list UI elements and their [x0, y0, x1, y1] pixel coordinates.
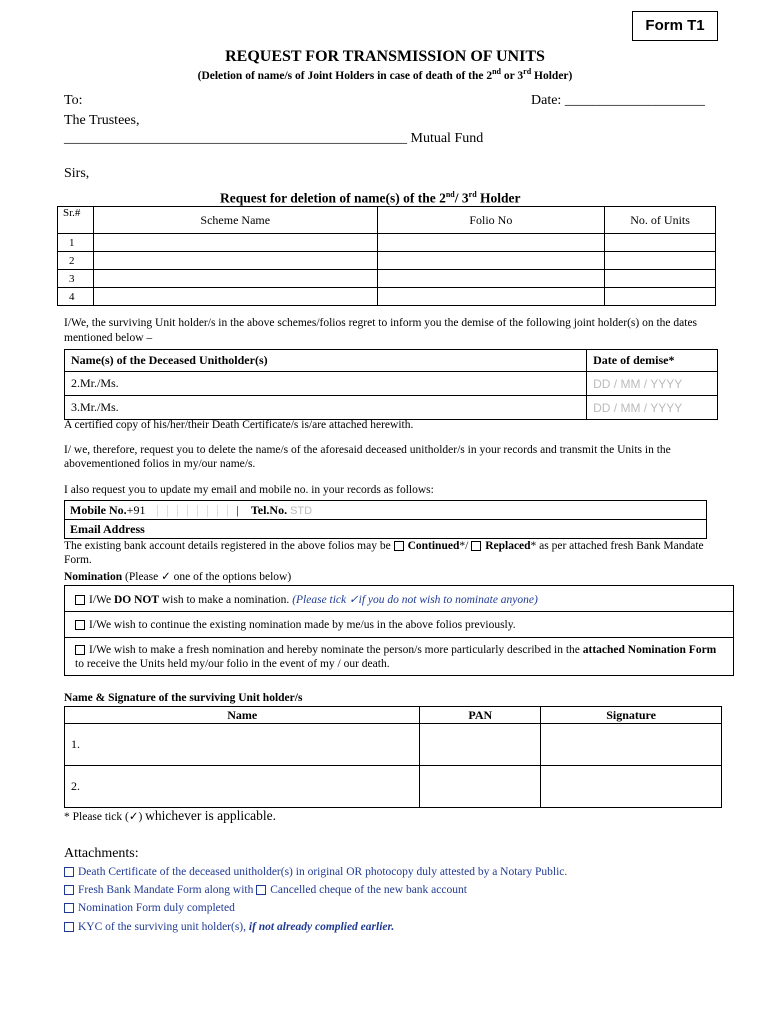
nomination-option-2-cell[interactable] [65, 612, 734, 638]
signature-table-header [65, 707, 722, 724]
header-scheme-name: Scheme Name [93, 207, 377, 234]
subtitle-text-3: Holder) [531, 69, 573, 82]
table-row [65, 766, 722, 808]
email-label: Email Address [70, 521, 145, 536]
signature-section-title: Name & Signature of the surviving Unit holder/s [64, 692, 303, 704]
replaced-label: Replaced [485, 540, 531, 552]
deceased-table [64, 349, 718, 420]
attachment-1-checkbox[interactable] [64, 867, 74, 877]
row-number: 4 [58, 288, 94, 306]
footnote [64, 808, 276, 824]
attachment-3-text: Nomination Form duly completed [78, 902, 235, 914]
scheme-table [57, 206, 716, 306]
folio-no-cell[interactable] [377, 234, 605, 252]
to-label: To: [64, 93, 83, 108]
section-title-text-1: Request for deletion of name(s) of the 2 [220, 190, 446, 206]
bank-text-pre: The existing bank account details registered in the above folios may be [64, 540, 394, 552]
contact-phone-cell [65, 501, 707, 520]
table-row [65, 724, 722, 766]
row-number: 2 [58, 252, 94, 270]
attachment-2-text: Fresh Bank Mandate Form along with [78, 884, 257, 896]
form-id-badge: Form T1 [632, 11, 718, 41]
opt3-pre: I/We wish to make a fresh nomination and hereby nominate the person/s more particularly described in the [89, 643, 583, 656]
tel-std-input[interactable]: STD [290, 504, 313, 517]
nomination-hint: (Please ✓ one of the options below) [125, 571, 292, 583]
holder-pan-cell[interactable] [420, 766, 541, 808]
cancelled-cheque-checkbox[interactable] [256, 885, 266, 895]
attachment-3-checkbox[interactable] [64, 903, 74, 913]
bank-text-post: * as per attached fresh Bank Mandate Form. [64, 540, 704, 566]
attachment-1-text: Death Certificate of the deceased unitholder(s) in original OR photocopy duly attested by a Notary Public. [78, 866, 568, 878]
contact-table [64, 500, 707, 539]
holder-signature-cell[interactable] [541, 724, 722, 766]
header-sr: Sr.# [58, 207, 94, 234]
opt1-italic: (Please tick ✓if you do not wish to nominate anyone) [292, 593, 538, 606]
attachment-2b-text: Cancelled cheque of the new bank account [270, 884, 467, 896]
opt1-post: wish to make a nomination. [158, 593, 293, 606]
nomination-2-checkbox[interactable] [75, 620, 85, 630]
scheme-name-cell[interactable] [93, 252, 377, 270]
subtitle-text-1: (Deletion of name/s of Joint Holders in case of death of the 2 [197, 69, 493, 82]
table-row [58, 252, 716, 270]
header-name: Name [65, 707, 420, 724]
subtitle-sup-2: rd [523, 67, 532, 76]
nomination-option-3[interactable] [65, 638, 734, 676]
certificate-text: A certified copy of his/her/their Death Certificate/s is/are attached herewith. [64, 419, 414, 431]
attachment-4-text: KYC of the surviving unit holder(s), [78, 921, 249, 933]
nomination-options-table [64, 585, 734, 676]
attachment-4-italic: if not already complied earlier. [248, 921, 395, 933]
contact-row-email [65, 520, 707, 539]
attachment-item-2 [64, 884, 467, 896]
header-date-of-demise: Date of demise* [587, 350, 718, 372]
attachment-item-1 [64, 866, 567, 878]
holder-pan-cell[interactable] [420, 724, 541, 766]
section-title-sup-2: rd [468, 190, 477, 199]
trustees-label: The Trustees, [64, 113, 140, 128]
header-no-of-units: No. of Units [605, 207, 716, 234]
nomination-heading [64, 569, 291, 583]
opt1-bold: DO NOT [113, 593, 159, 606]
footnote-post: whichever is applicable. [145, 808, 276, 823]
attachment-2-checkbox[interactable] [64, 885, 74, 895]
holder-name-cell[interactable]: 1. [65, 724, 420, 766]
section-title [220, 190, 521, 207]
subtitle-sup-1: nd [492, 67, 502, 76]
scheme-name-cell[interactable] [93, 270, 377, 288]
attachment-item-4 [64, 921, 394, 933]
attachment-4-checkbox[interactable] [64, 922, 74, 932]
mutual-fund-field[interactable]: _________________________________________________ Mutual Fund [64, 131, 484, 146]
holder-name-cell[interactable]: 2. [65, 766, 420, 808]
folio-no-cell[interactable] [377, 270, 605, 288]
nomination-option-1-cell[interactable] [65, 586, 734, 612]
mobile-prefix: +91 [126, 502, 146, 517]
page-subtitle [0, 67, 770, 82]
units-cell[interactable] [605, 252, 716, 270]
section-title-sup-1: nd [445, 190, 455, 199]
units-cell[interactable] [605, 234, 716, 252]
opt3-bold: attached Nomination Form [582, 643, 717, 656]
intro-text: I/We, the surviving Unit holder/s in the above schemes/folios regret to inform you the demise of the following joint holder(s) on the dates mentioned below – [64, 317, 698, 344]
tel-label: Tel.No. [250, 502, 288, 517]
bank-sep: */ [459, 540, 472, 552]
bank-text [64, 539, 724, 567]
subtitle-text-2: or 3 [501, 69, 524, 82]
units-cell[interactable] [605, 288, 716, 306]
mobile-input[interactable] [148, 505, 233, 517]
opt1-pre: I/We [89, 593, 114, 606]
replaced-checkbox[interactable] [471, 541, 481, 551]
mobile-label: Mobile No. [70, 502, 127, 517]
contact-row-phone [65, 501, 707, 520]
opt3-post: to receive the Units held my/our folio in the event of my / our death. [75, 657, 390, 670]
folio-no-cell[interactable] [377, 252, 605, 270]
nomination-option-1[interactable] [65, 586, 734, 612]
separator-bar: | [236, 502, 239, 517]
demise-date-cell[interactable]: DD / MM / YYYY [587, 396, 718, 420]
footnote-pre: * Please tick (✓) [64, 811, 146, 823]
date-field[interactable]: Date: ____________________ [531, 93, 705, 108]
attachment-item-3 [64, 902, 235, 914]
table-row [58, 270, 716, 288]
scheme-name-cell[interactable] [93, 234, 377, 252]
nomination-option-3-cell[interactable] [65, 638, 734, 676]
page-title: REQUEST FOR TRANSMISSION OF UNITS [225, 48, 545, 65]
table-row [58, 234, 716, 252]
row-number: 1 [58, 234, 94, 252]
deceased-name-cell[interactable]: 3.Mr./Ms. [65, 396, 587, 420]
section-title-text-3: Holder [476, 190, 521, 206]
header-signature: Signature [541, 707, 722, 724]
contact-email-cell[interactable] [65, 520, 707, 539]
deceased-table-header [65, 350, 718, 372]
request-text: I/ we, therefore, request you to delete the name/s of the aforesaid deceased unitholder/s in your records and transmit the Units in the abovementioned folios in my/our name/s. [64, 444, 671, 470]
signature-table [64, 706, 722, 808]
attachments-title: Attachments: [64, 846, 139, 861]
nomination-3-checkbox[interactable] [75, 645, 85, 655]
deceased-name-cell[interactable]: 2.Mr./Ms. [65, 372, 587, 396]
scheme-name-cell[interactable] [93, 288, 377, 306]
header-deceased-name: Name(s) of the Deceased Unitholder(s) [65, 350, 587, 372]
folio-no-cell[interactable] [377, 288, 605, 306]
nomination-label: Nomination [64, 571, 123, 583]
row-number: 3 [58, 270, 94, 288]
salutation: Sirs, [64, 166, 90, 181]
section-title-text-2: / 3 [454, 190, 469, 206]
continued-label: Continued [407, 540, 460, 552]
scheme-table-header [58, 207, 716, 234]
nomination-option-2[interactable] [65, 612, 734, 638]
header-folio-no: Folio No [377, 207, 605, 234]
nomination-1-checkbox[interactable] [75, 595, 85, 605]
continued-checkbox[interactable] [394, 541, 404, 551]
update-text: I also request you to update my email and mobile no. in your records as follows: [64, 484, 434, 496]
table-row [65, 372, 718, 396]
opt2-text: I/We wish to continue the existing nomination made by me/us in the above folios previously. [89, 618, 516, 631]
units-cell[interactable] [605, 270, 716, 288]
table-row [65, 396, 718, 420]
header-pan: PAN [420, 707, 541, 724]
demise-date-cell[interactable]: DD / MM / YYYY [587, 372, 718, 396]
holder-signature-cell[interactable] [541, 766, 722, 808]
table-row [58, 288, 716, 306]
